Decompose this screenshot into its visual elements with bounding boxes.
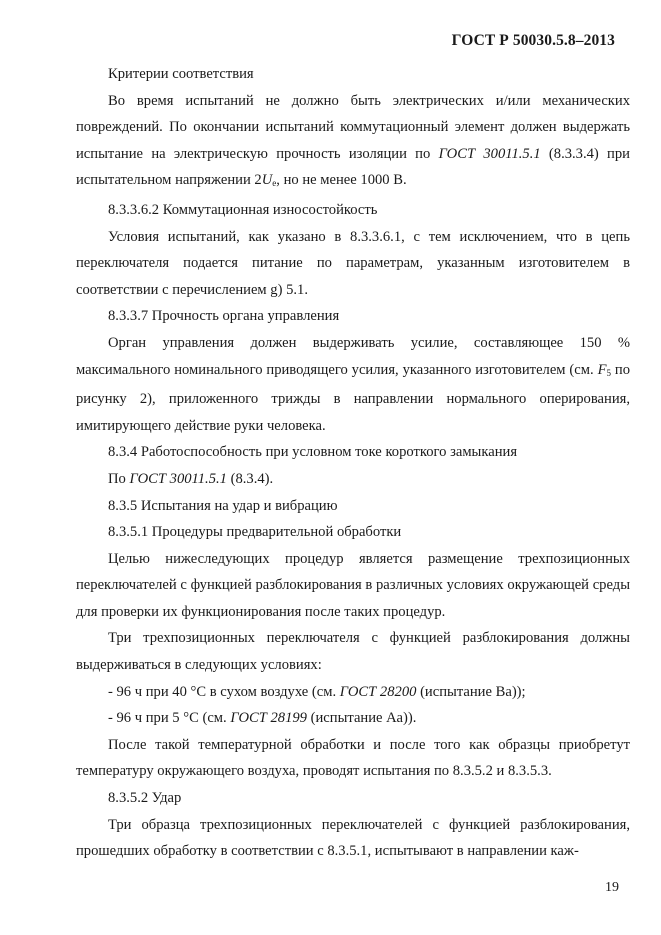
paragraph — [76, 466, 630, 493]
standard-reference: ГОСТ 30011.5.1 — [438, 145, 541, 162]
section-heading: 8.3.3.7 Прочность органа управления — [108, 308, 340, 325]
text: (испытание Аа)). — [306, 710, 417, 727]
paragraph-criteria: Критерии соответствия — [108, 66, 254, 82]
paragraph-force — [76, 330, 630, 439]
standard-reference: ГОСТ 30011.5.1 — [129, 470, 227, 487]
paragraph: Три образца трехпозиционных переключателей с функцией разблокирования, прошедших обработку в соответствии с 8.3.5.1, испытывают в направлении каж- — [76, 816, 630, 860]
force-subscript: 5 — [606, 367, 611, 378]
text: , но не менее 1000 В. — [276, 172, 407, 189]
text: - 96 ч при 40 °С в сухом воздухе (см. — [108, 683, 340, 700]
text: Во время испытаний не должно быть электрических и/или механических повреждений. По окончании испытаний коммутационный элемент должен выдержать испытание на электрическую прочность изоляции по — [76, 92, 630, 162]
voltage-subscript: e — [272, 178, 277, 189]
paragraph: Условия испытаний, как указано в 8.3.3.6.1, с тем исключением, что в цепь переключателя подается питание по параметрам, указанным изготовителем в соответствии с перечислением g) 5.1. — [76, 228, 630, 298]
text: - 96 ч при 5 °С (см. — [108, 710, 231, 727]
list-item — [76, 679, 630, 706]
text: Орган управления должен выдерживать усилие, составляющее 150 % максимального номинального приводящего усилия, указанного изготовителем (см. — [76, 334, 630, 378]
paragraph: После такой температурной обработки и после того как образцы приобретут температуру окружающего воздуха, проводят испытания по 8.3.5.2 и 8.3.5.3. — [76, 736, 630, 780]
text: По — [108, 470, 130, 487]
paragraph-test-conditions — [76, 88, 630, 197]
document-body — [76, 61, 630, 865]
text: (8.3.4). — [226, 470, 274, 487]
text: (8.3.3.4) при испытательном напряжении 2 — [76, 145, 630, 189]
text: (испытание Ва)); — [416, 683, 526, 700]
page-number: 19 — [605, 880, 619, 895]
section-heading: 8.3.5.1 Процедуры предварительной обработки — [108, 524, 402, 541]
text: по рисунку 2), приложенного трижды в направлении нормального оперирования, имитирующего действие руки человека. — [76, 361, 630, 434]
paragraph: Целью нижеследующих процедур является размещение трехпозиционных переключателей с функцией разблокирования в различных условиях окружающей среды для проверки их функционирования после таких процедур. — [76, 550, 630, 620]
paragraph: Три трехпозиционных переключателя с функцией разблокирования должны выдерживаться в следующих условиях: — [76, 630, 630, 674]
section-heading: 8.3.5.2 Удар — [108, 790, 182, 807]
section-heading: 8.3.5 Испытания на удар и вибрацию — [108, 497, 338, 514]
standard-reference: ГОСТ 28199 — [230, 710, 307, 727]
force-symbol: F — [597, 361, 607, 378]
document-header: ГОСТ Р 50030.5.8–2013 — [451, 32, 615, 49]
list-item — [76, 705, 630, 732]
section-heading: 8.3.3.6.2 Коммутационная износостойкость — [108, 201, 378, 218]
standard-reference: ГОСТ 28200 — [339, 683, 417, 700]
section-heading: 8.3.4 Работоспособность при условном токе короткого замыкания — [108, 444, 518, 461]
voltage-symbol: U — [261, 172, 273, 189]
